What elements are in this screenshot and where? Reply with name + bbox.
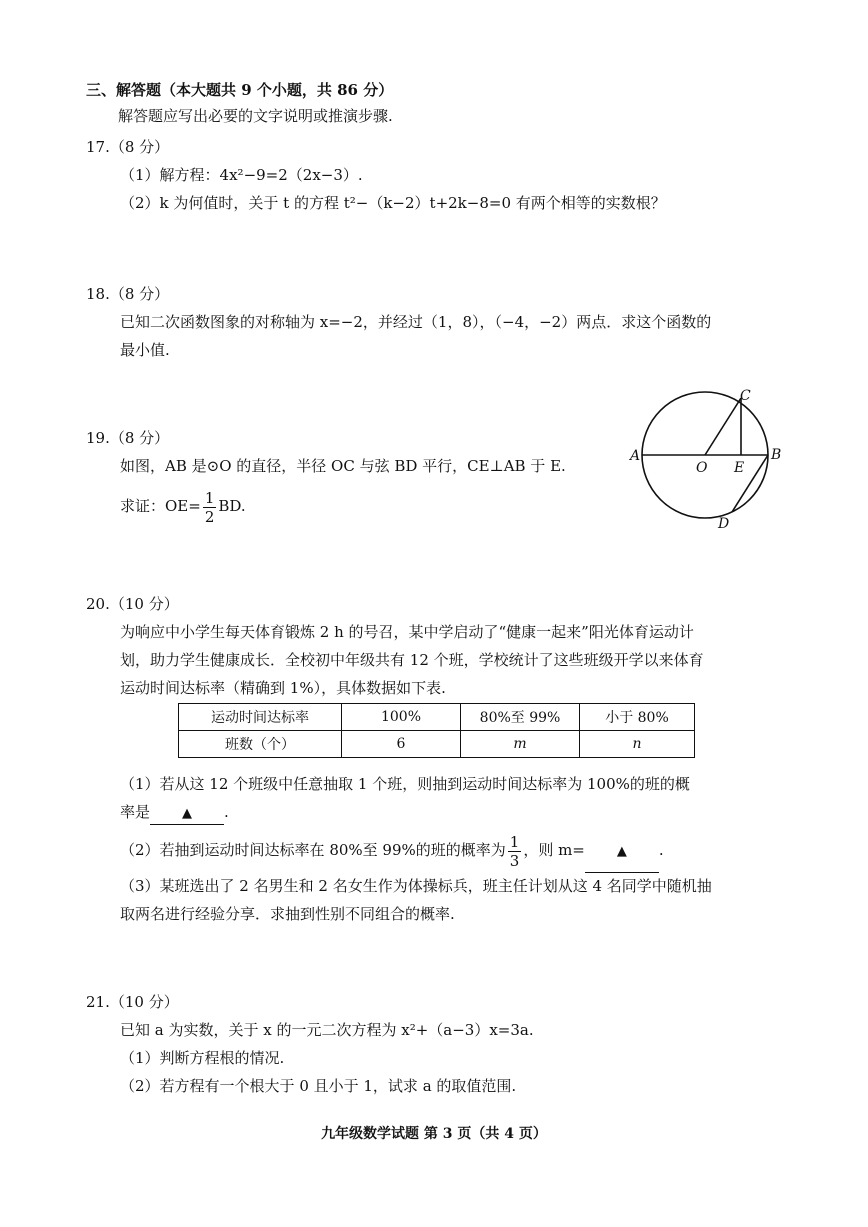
question-20-part-3-line-2: 取两名进行经验分享．求抽到性别不同组合的概率.: [120, 905, 455, 923]
question-19-prove: [120, 484, 246, 528]
answer-blank: ▲: [150, 804, 224, 825]
fraction-numerator: 1: [204, 488, 215, 507]
question-17-header: [86, 137, 169, 157]
radius-oc: [705, 398, 741, 455]
question-21-header: [86, 992, 179, 1012]
question-points: （10 分）: [109, 595, 179, 613]
section-instruction: 解答题应写出必要的文字说明或推演步骤.: [118, 107, 393, 125]
label-c: C: [740, 388, 751, 404]
question-21-part-2: （2）若方程有一个根大于 0 且小于 1，试求 a 的取值范围.: [120, 1077, 517, 1095]
question-number: 18.: [86, 285, 110, 303]
question-21-part-1: （1）判断方程根的情况.: [120, 1049, 285, 1067]
question-20-line-2: 划，助力学生健康成长．全校初中年级共有 12 个班，学校统计了这些班级开学以来体育: [120, 651, 704, 669]
question-number: 17.: [86, 138, 110, 156]
question-20-header: [86, 594, 179, 614]
section-heading: [86, 80, 393, 100]
question-20-part-2: [120, 830, 664, 873]
prove-prefix: 求证：OE=: [120, 497, 201, 515]
question-points: （8 分）: [109, 138, 170, 156]
question-17-part-2: （2）k 为何值时，关于 t 的方程 t²−（k−2）t+2k−8=0 有两个相等的实数根？: [120, 194, 666, 212]
label-e: E: [734, 460, 745, 476]
table-row: [179, 704, 695, 731]
question-18-line-1: 已知二次函数图象的对称轴为 x=−2，并经过（1，8），（−4，−2）两点．求这个函数的: [120, 313, 712, 331]
prove-suffix: BD.: [218, 497, 246, 515]
part-text: 率是: [120, 803, 151, 821]
label-b: B: [771, 447, 782, 463]
fraction-denominator: 3: [509, 851, 520, 870]
equation: 4x²−9=2（2x−3）.: [219, 166, 363, 184]
question-20-part-1-line-1: （1）若从这 12 个班级中任意抽取 1 个班，则抽到运动时间达标率为 100%的班的概: [120, 775, 690, 793]
question-19-line-1: 如图，AB 是⊙O 的直径，半径 OC 与弦 BD 平行，CE⊥AB 于 E.: [120, 457, 566, 475]
circle-figure: [620, 380, 795, 535]
question-19-header: [86, 428, 169, 448]
part-text: ，则 m=: [523, 841, 585, 859]
question-points: （8 分）: [109, 285, 170, 303]
table-row-header: 班数（个）: [179, 731, 342, 758]
question-points: （8 分）: [109, 429, 170, 447]
table-column-header: 小于 80%: [580, 704, 695, 731]
section-title: 三、解答题: [86, 81, 162, 99]
table-cell: 6: [342, 731, 461, 758]
question-21-line-1: 已知 a 为实数，关于 x 的一元二次方程为 x²+（a−3）x=3a.: [120, 1021, 534, 1039]
table-column-header: 100%: [342, 704, 461, 731]
question-18-line-2: 最小值.: [120, 341, 170, 359]
fraction-numerator: 1: [509, 832, 520, 851]
fraction-one-half: [203, 489, 217, 526]
fraction-one-third: [508, 833, 522, 870]
section-title-note: （本大题共 9 个小题，共 86 分）: [161, 81, 394, 99]
table-cell: m: [461, 731, 580, 758]
table-row-header: 运动时间达标率: [179, 704, 342, 731]
label-d: D: [718, 516, 730, 532]
table-column-header: 80%至 99%: [461, 704, 580, 731]
question-number: 19.: [86, 429, 110, 447]
label-o: O: [696, 460, 708, 476]
question-20-line-1: 为响应中小学生每天体育锻炼 2 h 的号召，某中学启动了“健康一起来”阳光体育运动计: [120, 623, 694, 641]
question-20-line-3: 运动时间达标率（精确到 1%），具体数据如下表.: [120, 679, 446, 697]
part-text: （2）若抽到运动时间达标率在 80%至 99%的班的概率为: [120, 841, 506, 859]
fraction-denominator: 2: [204, 507, 215, 526]
question-18-header: [86, 284, 169, 304]
part-text: .: [658, 841, 664, 859]
question-points: （10 分）: [109, 993, 179, 1011]
question-20-part-1-line-2: [120, 802, 229, 825]
part-label: （1）解方程：: [120, 166, 220, 184]
label-a: A: [630, 448, 641, 464]
question-17-part-1: [120, 165, 363, 185]
question-number: 21.: [86, 993, 110, 1011]
part-text: .: [224, 803, 229, 821]
table-row: [179, 731, 695, 758]
table-cell: n: [580, 731, 695, 758]
answer-blank: ▲: [585, 832, 659, 873]
rate-table: [178, 703, 695, 758]
question-number: 20.: [86, 595, 110, 613]
question-20-part-3-line-1: （3）某班选出了 2 名男生和 2 名女生作为体操标兵，班主任计划从这 4 名同学中随机抽: [120, 877, 712, 895]
page-footer: 九年级数学试题 第 3 页（共 4 页）: [321, 1126, 547, 1142]
